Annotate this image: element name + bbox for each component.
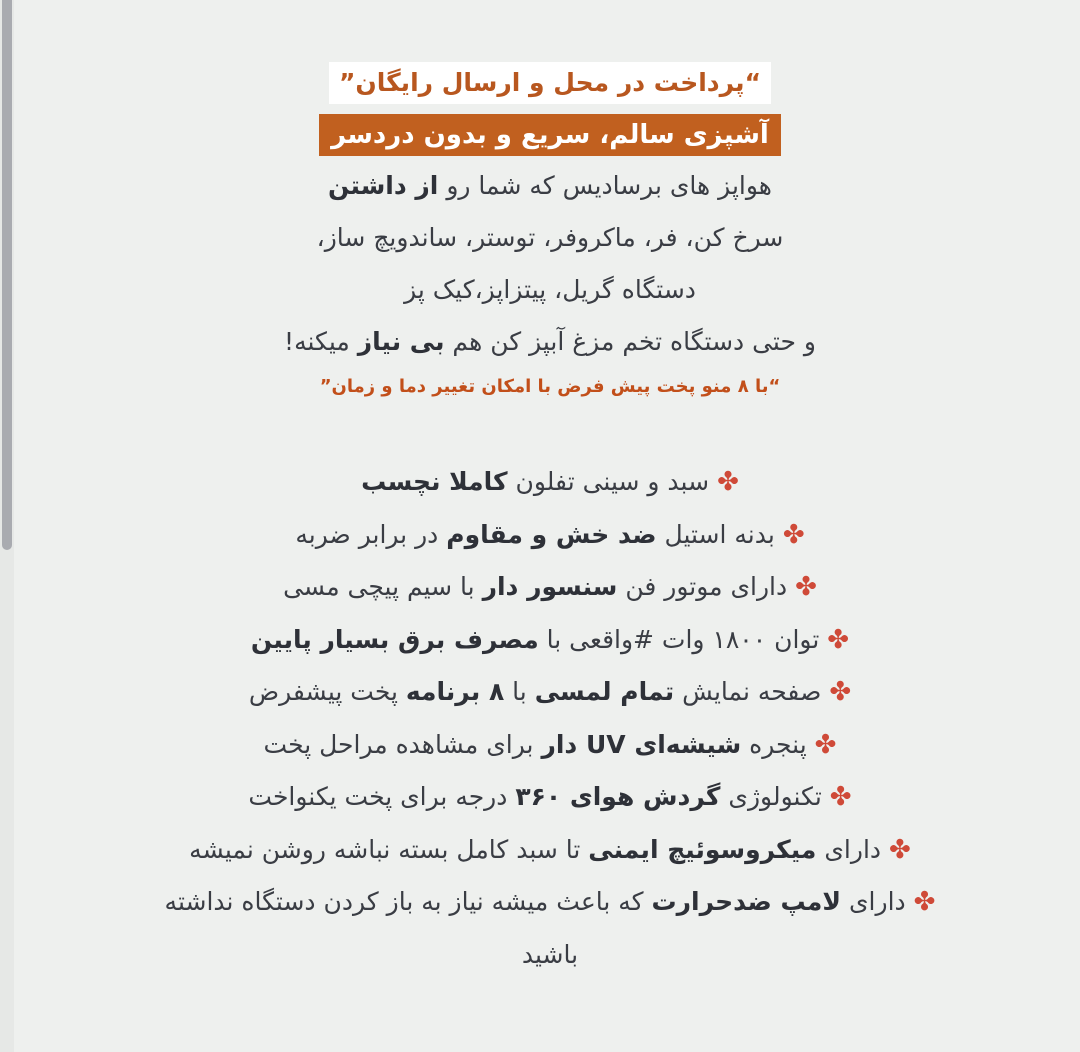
feature-item: ✤صفحه نمایش تمام لمسی با ۸ برنامه پخت پیشفرض: [248, 677, 852, 707]
feature-item: ✤توان ۱۸۰۰ وات #واقعی با مصرف برق بسیار پایین: [250, 624, 850, 655]
scrollbar-track[interactable]: [0, 0, 14, 1052]
scrollbar-thumb[interactable]: [2, 0, 12, 550]
headline-row: [40, 62, 1060, 104]
bullet-flower-icon: ✤: [829, 677, 852, 707]
feature-item: ✤دارای لامپ ضدحرارت که باعث میشه نیاز به باز کردن دستگاه نداشته باشید: [164, 887, 936, 969]
bullet-flower-icon: ✤: [795, 572, 817, 602]
banner-row: [40, 114, 1060, 156]
feature-item: ✤دارای میکروسوئیچ ایمنی تا سبد کامل بسته نباشه روشن نمیشه: [189, 834, 911, 865]
bullet-flower-icon: ✤: [913, 887, 936, 917]
feature-list: [40, 456, 1060, 980]
headline-free-shipping: “پرداخت در محل و ارسال رایگان”: [329, 62, 771, 104]
bullet-flower-icon: ✤: [827, 624, 850, 655]
feature-item: ✤بدنه استیل ضد خش و مقاوم در برابر ضربه: [295, 519, 805, 550]
feature-item: ✤دارای موتور فن سنسور دار با سیم پیچی مسی: [283, 572, 817, 602]
bullet-flower-icon: ✤: [829, 782, 852, 812]
intro-line: هواپز های برسادیس که شما رو از داشتن: [328, 171, 772, 200]
feature-item: ✤تکنولوژی گردش هوای ۳۶۰ درجه برای پخت یکنواخت: [248, 782, 852, 812]
preset-menu-note: “با ۸ منو پخت پیش فرض با امکان تغییر دما و زمان”: [319, 376, 781, 397]
bullet-flower-icon: ✤: [814, 729, 837, 760]
intro-line: دستگاه گریل، پیتزاپز،کیک پز: [404, 275, 696, 304]
intro-line: سرخ کن، فر، ماکروفر، توستر، ساندویچ ساز،: [316, 223, 784, 252]
intro-paragraph: [40, 160, 1060, 368]
feature-item: ✤سبد و سینی تفلون کاملا نچسب: [361, 467, 739, 497]
bullet-flower-icon: ✤: [717, 467, 739, 497]
bullet-flower-icon: ✤: [782, 519, 805, 550]
bullet-flower-icon: ✤: [889, 834, 911, 865]
intro-line: و حتی دستگاه تخم مزغ آبپز کن هم بی نیاز میکنه!: [284, 327, 816, 356]
banner-healthy-cooking: آشپزی سالم، سریع و بدون دردسر: [319, 114, 781, 156]
feature-item: ✤پنجره شیشه‌ای UV دار برای مشاهده مراحل پخت: [263, 729, 837, 760]
product-description: [40, 62, 1060, 980]
